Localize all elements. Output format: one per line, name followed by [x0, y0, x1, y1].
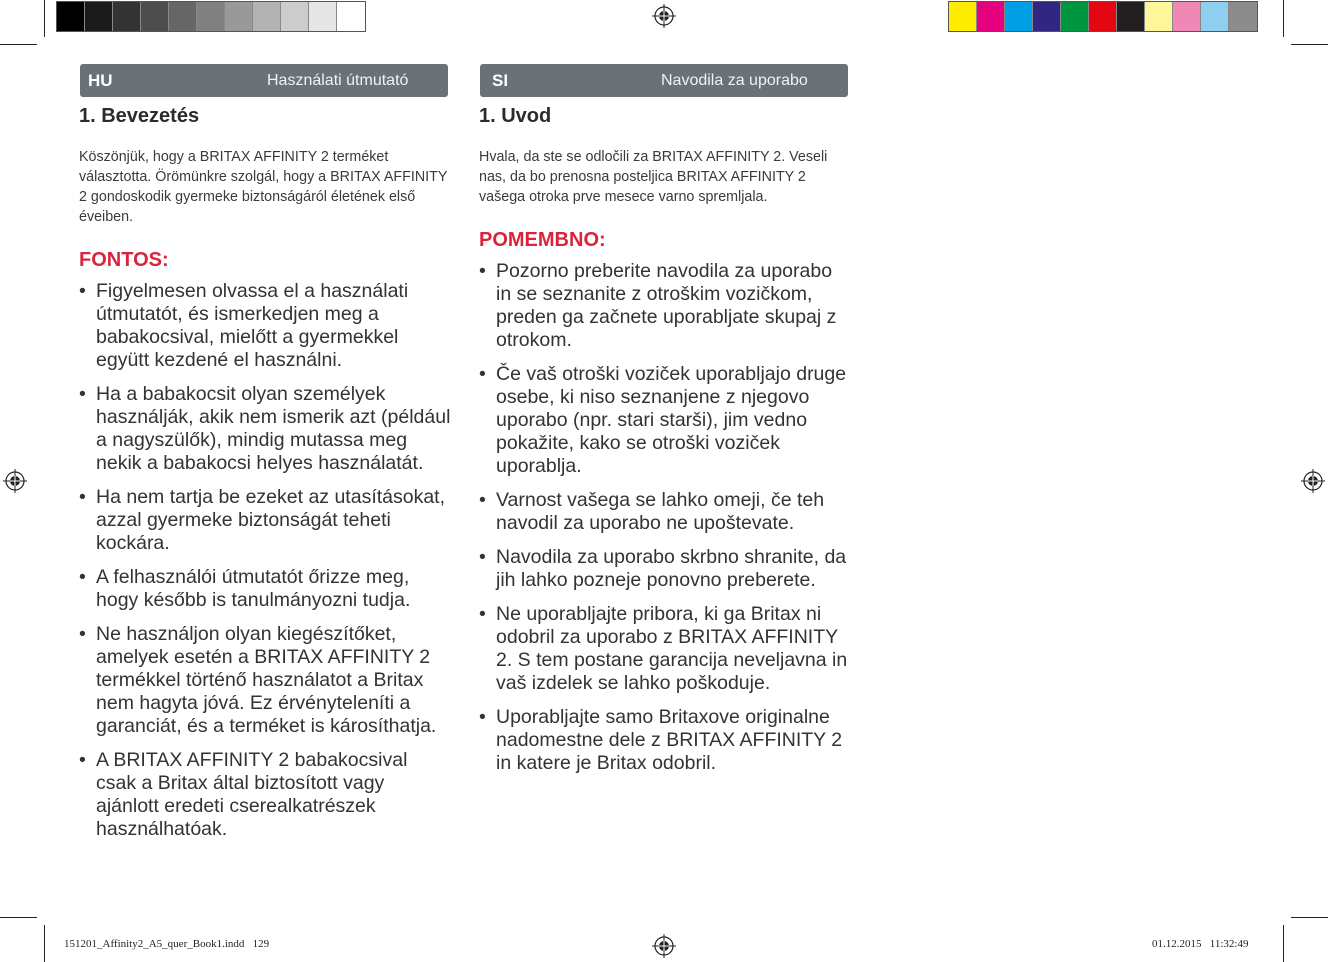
hu-intro: Köszönjük, hogy a BRITAX AFFINITY 2 terméket választotta. Örömünkre szolgál, hogy a BRITAX AFFINITY 2 gondoskodik gyermeke biztonságáról életének első éveiben.	[79, 149, 448, 225]
list-item: • Ne uporabljajte pribora, ki ga Britax ni odobril za uporabo z BRITAX AFFINITY 2. S tem postane garancija neveljavna in vaš izdelek se lahko poškoduje.	[479, 603, 848, 694]
color-swatch	[113, 2, 141, 31]
list-item-text: A BRITAX AFFINITY 2 babakocsival csak a Britax által biztosított vagy ajánlott eredeti cserealkatrészek használhatóak.	[96, 749, 408, 840]
list-item: • Pozorno preberite navodila za uporabo in se seznanite z otroškim vozičkom, preden ga začnete uporabljate skupaj z otrokom.	[479, 260, 837, 351]
list-item: • Če vaš otroški voziček uporabljajo druge osebe, ki niso seznanjene z njegovo uporabo (npr. stari starši), jim vedno pokažite, kako se otroški voziček uporablja.	[479, 363, 847, 477]
list-item-text: A felhasználói útmutatót őrizze meg, hogy később is tanulmányozni tudja.	[96, 566, 411, 611]
list-item: • Uporabljajte samo Britaxove originalne nadomestne dele z BRITAX AFFINITY 2 in katere je Britax odobril.	[479, 706, 843, 774]
si-manual-title: Navodila za uporabo	[661, 72, 808, 89]
list-item: • Ha nem tartja be ezeket az utasításokat, azzal gyermeke biztonságát teheti kockára.	[79, 486, 446, 554]
hu-manual-title: Használati útmutató	[267, 72, 409, 89]
list-item: • A felhasználói útmutatót őrizze meg, hogy később is tanulmányozni tudja.	[79, 566, 411, 611]
list-item: • Figyelmesen olvassa el a használati útmutatót, és ismerkedjen meg a babakocsival, mielőtt a gyermekkel együtt kezdené el használni.	[79, 280, 409, 371]
color-swatch	[1089, 2, 1117, 31]
registration-mark-icon	[1301, 469, 1325, 493]
color-swatch	[85, 2, 113, 31]
list-item: • A BRITAX AFFINITY 2 babakocsival csak a Britax által biztosított vagy ajánlott eredeti cserealkatrészek használhatóak.	[79, 749, 408, 840]
list-item-text: Če vaš otroški voziček uporabljajo druge osebe, ki niso seznanjene z njegovo uporabo (npr. stari starši), jim vedno pokažite, kako se otroški voziček uporablja.	[496, 363, 847, 477]
color-swatch	[197, 2, 225, 31]
registration-mark-icon	[652, 4, 676, 28]
si-heading: 1. Uvod	[479, 105, 552, 127]
si-intro: Hvala, da ste se odločili za BRITAX AFFINITY 2. Veseli nas, da bo prenosna posteljica BRITAX AFFINITY 2 vašega otroka prve mesece varno spremljala.	[479, 149, 828, 205]
si-language-code: SI	[492, 71, 509, 90]
list-item: • Ha a babakocsit olyan személyek használják, akik nem ismerik azt (például a nagyszülők), mindig mutassa meg nekik a babakocsi helyes használatát.	[79, 383, 451, 474]
color-swatch	[949, 2, 977, 31]
color-swatch	[1173, 2, 1201, 31]
color-swatch	[225, 2, 253, 31]
color-swatch	[57, 2, 85, 31]
si-bullet-list	[479, 260, 851, 775]
crop-mark	[1283, 925, 1284, 962]
crop-mark	[44, 925, 45, 962]
list-item-text: Navodila za uporabo skrbno shranite, da jih lahko pozneje ponovno preberete.	[496, 546, 847, 591]
color-swatch	[1061, 2, 1089, 31]
footer-timestamp: 01.12.2015 11:32:49	[1152, 938, 1249, 950]
color-swatch	[1033, 2, 1061, 31]
color-swatch	[169, 2, 197, 31]
crop-mark	[0, 917, 37, 918]
list-item-text: Ha a babakocsit olyan személyek használják, akik nem ismerik azt (például a nagyszülők), mindig mutassa meg nekik a babakocsi helyes használatát.	[96, 383, 451, 474]
footer-file-info: 151201_Affinity2_A5_quer_Book1.indd 129	[64, 938, 270, 950]
crop-mark	[1291, 44, 1328, 45]
color-swatch	[253, 2, 281, 31]
list-item-text: Uporabljajte samo Britaxove originalne nadomestne dele z BRITAX AFFINITY 2 in katere je Britax odobril.	[496, 706, 843, 774]
process-color-bar	[948, 1, 1258, 32]
list-item-text: Figyelmesen olvassa el a használati útmutatót, és ismerkedjen meg a babakocsival, mielőtt a gyermekkel együtt kezdené el használni.	[96, 280, 409, 371]
color-swatch	[281, 2, 309, 31]
hu-important-label: FONTOS:	[79, 249, 169, 271]
color-swatch	[1005, 2, 1033, 31]
list-item-text: Ha nem tartja be ezeket az utasításokat, azzal gyermeke biztonságát teheti kockára.	[96, 486, 446, 554]
color-swatch	[1229, 2, 1257, 31]
list-item: • Ne használjon olyan kiegészítőket, amelyek esetén a BRITAX AFFINITY 2 termékkel történő használatot a Britax nem hagyta jóvá. Ez érvényteleníti a garanciát, és a terméket is károsíthatja.	[79, 623, 437, 737]
si-column	[479, 102, 851, 786]
list-item-text: Varnost vašega se lahko omeji, če teh navodil za uporabo ne upoštevate.	[496, 489, 825, 534]
crop-mark	[0, 44, 37, 45]
hu-section-header	[80, 64, 448, 97]
hu-bullet-list	[79, 280, 451, 841]
color-swatch	[1117, 2, 1145, 31]
crop-mark	[44, 0, 45, 37]
registration-mark-icon	[652, 934, 676, 958]
crop-mark	[1283, 0, 1284, 37]
hu-heading: 1. Bevezetés	[79, 105, 200, 127]
color-swatch	[1201, 2, 1229, 31]
registration-mark-icon	[3, 469, 27, 493]
color-swatch	[337, 2, 365, 31]
si-important-label: POMEMBNO:	[479, 229, 606, 251]
list-item: • Navodila za uporabo skrbno shranite, da jih lahko pozneje ponovno preberete.	[479, 546, 847, 591]
grayscale-color-bar	[56, 1, 366, 32]
color-swatch	[309, 2, 337, 31]
color-swatch	[977, 2, 1005, 31]
color-swatch	[1145, 2, 1173, 31]
list-item: • Varnost vašega se lahko omeji, če teh navodil za uporabo ne upoštevate.	[479, 489, 825, 534]
color-swatch	[141, 2, 169, 31]
hu-column	[79, 102, 451, 852]
si-section-header	[480, 64, 848, 97]
crop-mark	[1291, 917, 1328, 918]
list-item-text: Ne használjon olyan kiegészítőket, amelyek esetén a BRITAX AFFINITY 2 termékkel történő használatot a Britax nem hagyta jóvá. Ez érvényteleníti a garanciát, és a terméket is károsíthatja.	[96, 623, 437, 737]
list-item-text: Pozorno preberite navodila za uporabo in se seznanite z otroškim vozičkom, preden ga začnete uporabljate skupaj z otrokom.	[496, 260, 837, 351]
list-item-text: Ne uporabljajte pribora, ki ga Britax ni odobril za uporabo z BRITAX AFFINITY 2. S tem postane garancija neveljavna in vaš izdelek se lahko poškoduje.	[496, 603, 848, 694]
hu-language-code: HU	[88, 71, 113, 90]
